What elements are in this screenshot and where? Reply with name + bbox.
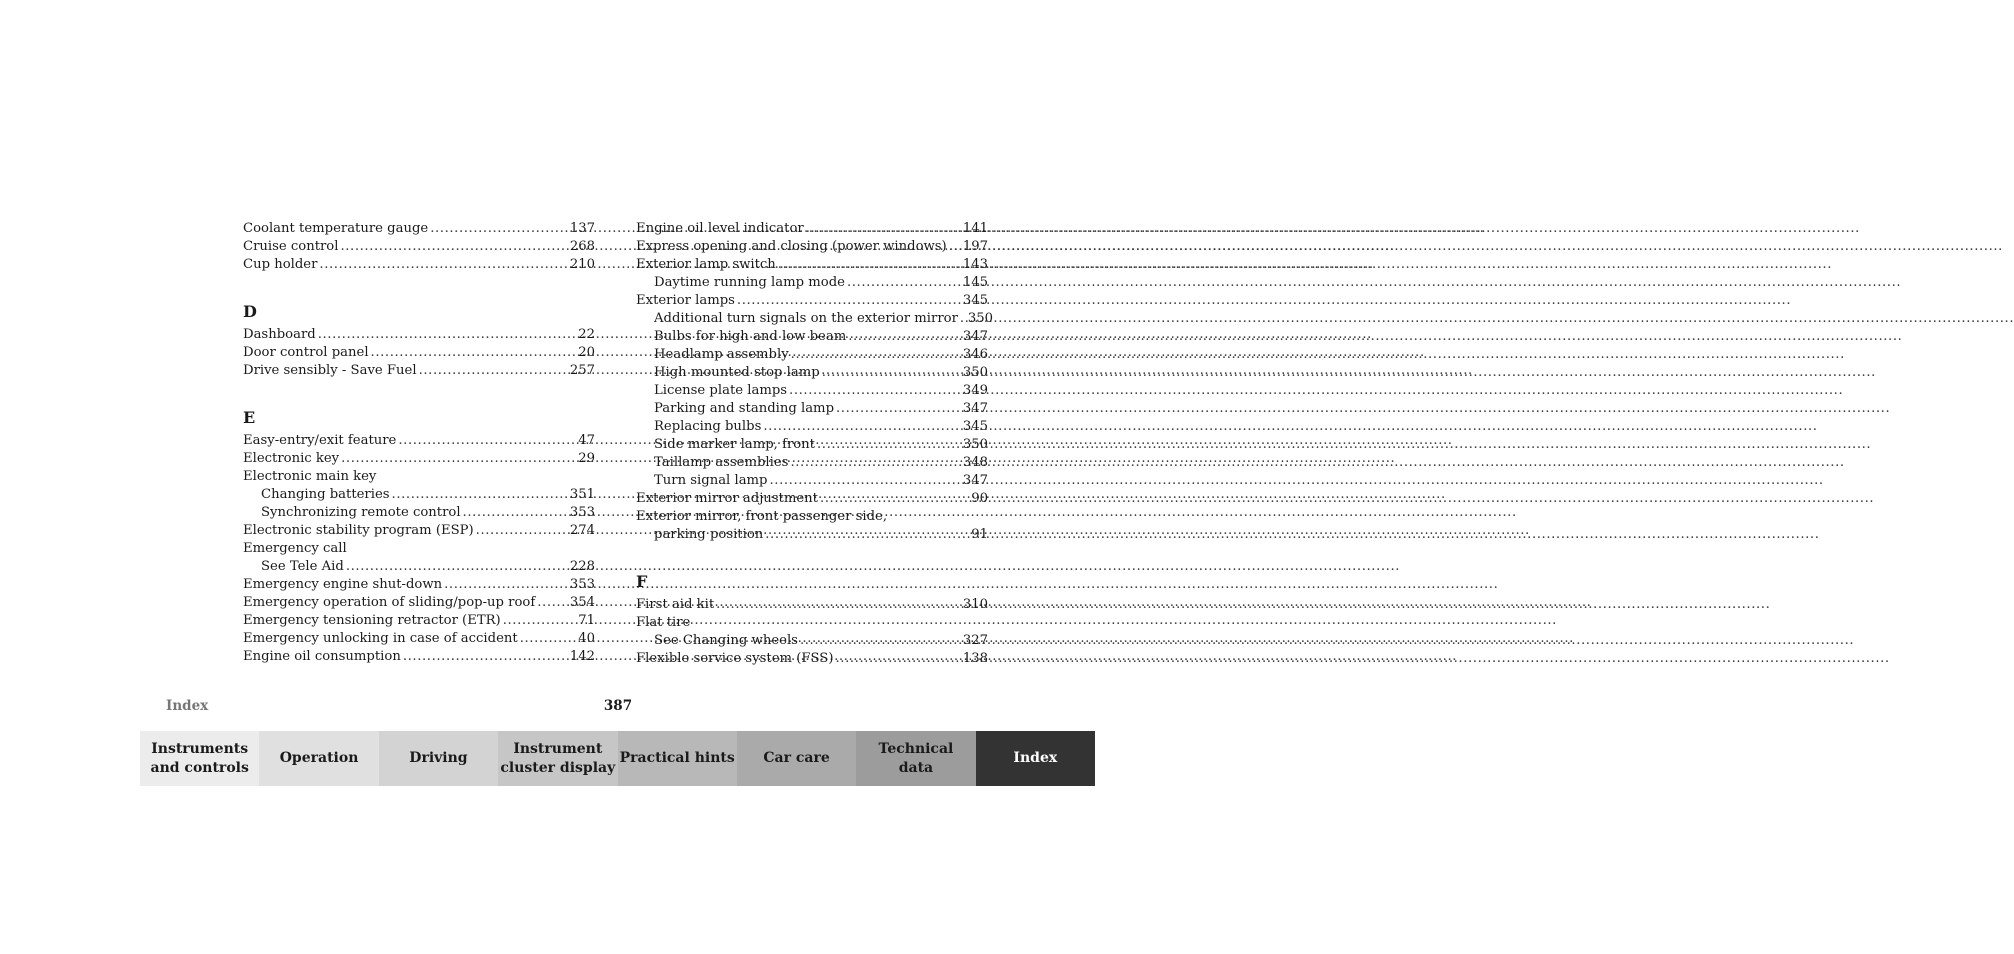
dot-leader bbox=[790, 454, 960, 472]
dot-leader bbox=[398, 432, 576, 450]
entry-page-number: 268 bbox=[569, 239, 595, 254]
dot-leader bbox=[770, 472, 961, 490]
entry-page-number: 274 bbox=[569, 523, 595, 538]
entry-label: Bulbs for high and low beam bbox=[654, 329, 847, 344]
dot-leader bbox=[822, 364, 961, 382]
tab-driving[interactable]: Driving bbox=[379, 731, 498, 786]
entry-label: Engine oil consumption bbox=[243, 649, 401, 664]
entry-label: Exterior mirror adjustment bbox=[636, 491, 818, 506]
dot-leader bbox=[716, 596, 961, 614]
index-entry bbox=[243, 450, 595, 468]
dot-leader bbox=[960, 310, 966, 328]
entry-page-number: 349 bbox=[962, 383, 988, 398]
tab-car-care[interactable]: Car care bbox=[737, 731, 856, 786]
index-subentry bbox=[636, 418, 988, 436]
dot-leader bbox=[503, 612, 577, 630]
index-entry bbox=[636, 596, 988, 614]
entry-label: Dashboard bbox=[243, 327, 316, 342]
index-entry bbox=[636, 238, 988, 256]
index-column-right bbox=[636, 220, 994, 668]
dot-leader bbox=[763, 418, 960, 436]
index-entry bbox=[243, 238, 595, 256]
index-heading: Electronic main key bbox=[243, 469, 377, 484]
index-subentry bbox=[636, 382, 988, 400]
index-subentry bbox=[243, 504, 595, 522]
index-column-left bbox=[243, 220, 595, 666]
entry-label: Changing batteries bbox=[261, 487, 390, 502]
entry-label: Emergency engine shut-down bbox=[243, 577, 443, 592]
dot-leader bbox=[419, 362, 568, 380]
index-entry bbox=[636, 490, 988, 508]
dot-leader bbox=[817, 436, 961, 454]
entry-label: Headlamp assembly bbox=[654, 347, 789, 362]
entry-label: Emergency operation of sliding/pop-up roof bbox=[243, 595, 536, 610]
entry-page-number: 348 bbox=[962, 455, 988, 470]
entry-label: See Changing wheels bbox=[654, 633, 798, 648]
entry-page-number: 29 bbox=[578, 451, 595, 466]
dot-leader bbox=[765, 526, 969, 544]
entry-label: Cruise control bbox=[243, 239, 339, 254]
index-entry bbox=[243, 220, 595, 238]
dot-leader bbox=[476, 522, 568, 540]
entry-page-number: 47 bbox=[578, 433, 595, 448]
index-subentry bbox=[636, 632, 988, 650]
index-entry bbox=[243, 326, 595, 344]
entry-page-number: 347 bbox=[962, 473, 988, 488]
entry-page-number: 142 bbox=[569, 649, 595, 664]
entry-page-number: 90 bbox=[971, 491, 988, 506]
index-entry bbox=[636, 220, 988, 238]
entry-page-number: 228 bbox=[569, 559, 595, 574]
dot-leader bbox=[318, 326, 577, 344]
entry-label: Daytime running lamp mode bbox=[654, 275, 845, 290]
dot-leader bbox=[835, 650, 960, 668]
entry-page-number: 351 bbox=[569, 487, 595, 502]
entry-page-number: 40 bbox=[578, 631, 595, 646]
tab-operation[interactable]: Operation bbox=[259, 731, 378, 786]
dot-leader bbox=[444, 576, 568, 594]
dot-leader bbox=[848, 328, 961, 346]
entry-page-number: 345 bbox=[962, 419, 988, 434]
entry-page-number: 20 bbox=[578, 345, 595, 360]
dot-leader bbox=[371, 344, 577, 362]
entry-label: Flexible service system (FSS) bbox=[636, 651, 834, 666]
footer-section-title: Index bbox=[166, 698, 209, 714]
index-entry bbox=[636, 650, 988, 668]
index-subentry bbox=[636, 346, 988, 364]
entry-page-number: 353 bbox=[569, 577, 595, 592]
dot-leader bbox=[392, 486, 568, 504]
tab-technical-data[interactable]: Technical data bbox=[856, 731, 975, 786]
entry-page-number: 350 bbox=[967, 311, 994, 326]
section-letter-f: F bbox=[636, 572, 648, 591]
entry-page-number: 353 bbox=[569, 505, 595, 520]
index-subentry bbox=[243, 486, 595, 504]
tab-index[interactable]: Index bbox=[976, 731, 1095, 786]
entry-label: Emergency unlocking in case of accident bbox=[243, 631, 518, 646]
entry-page-number: 145 bbox=[962, 275, 988, 290]
entry-label: Drive sensibly - Save Fuel bbox=[243, 363, 417, 378]
dot-leader bbox=[949, 238, 961, 256]
index-entry bbox=[636, 256, 988, 274]
tab-instruments-and-controls[interactable]: Instruments and controls bbox=[140, 731, 259, 786]
entry-label: Exterior lamps bbox=[636, 293, 735, 308]
dot-leader bbox=[346, 558, 568, 576]
entry-label: Door control panel bbox=[243, 345, 369, 360]
entry-page-number: 347 bbox=[962, 401, 988, 416]
index-entry bbox=[243, 576, 595, 594]
entry-label: Synchronizing remote control bbox=[261, 505, 461, 520]
entry-page-number: 347 bbox=[962, 329, 988, 344]
tab-instrument-cluster-display[interactable]: Instrument cluster display bbox=[498, 731, 617, 786]
index-subentry bbox=[636, 472, 988, 490]
entry-label: See Tele Aid bbox=[261, 559, 344, 574]
index-subentry bbox=[636, 310, 994, 328]
index-entry bbox=[243, 594, 595, 612]
entry-page-number: 91 bbox=[971, 527, 988, 542]
dot-leader bbox=[463, 504, 568, 522]
entry-label: Electronic key bbox=[243, 451, 340, 466]
entry-page-number: 310 bbox=[962, 597, 988, 612]
index-subentry bbox=[636, 436, 988, 454]
index-entry bbox=[243, 630, 595, 648]
entry-page-number: 350 bbox=[962, 437, 988, 452]
index-subentry bbox=[636, 364, 988, 382]
entry-page-number: 346 bbox=[962, 347, 988, 362]
dot-leader bbox=[340, 238, 567, 256]
index-entry bbox=[243, 648, 595, 666]
dot-leader bbox=[836, 400, 961, 418]
entry-page-number: 138 bbox=[962, 651, 988, 666]
index-entry bbox=[243, 256, 595, 274]
dot-leader bbox=[341, 450, 576, 468]
entry-label: Emergency tensioning retractor (ETR) bbox=[243, 613, 501, 628]
index-subentry bbox=[636, 526, 988, 544]
dot-leader bbox=[319, 256, 567, 274]
index-entry bbox=[243, 432, 595, 450]
dot-leader bbox=[791, 346, 961, 364]
entry-page-number: 197 bbox=[962, 239, 988, 254]
entry-label: High mounted stop lamp bbox=[654, 365, 820, 380]
entry-page-number: 71 bbox=[578, 613, 595, 628]
dot-leader bbox=[430, 220, 568, 238]
entry-label: Turn signal lamp bbox=[654, 473, 768, 488]
section-letter-d: D bbox=[243, 302, 257, 321]
dot-leader bbox=[520, 630, 577, 648]
index-subentry bbox=[636, 400, 988, 418]
entry-page-number: 141 bbox=[962, 221, 988, 236]
entry-label: parking position bbox=[654, 527, 764, 542]
chapter-navigation-bar bbox=[140, 731, 1095, 786]
entry-label: Parking and standing lamp bbox=[654, 401, 835, 416]
index-subentry bbox=[243, 558, 595, 576]
index-entry bbox=[243, 344, 595, 362]
index-heading: Emergency call bbox=[243, 541, 347, 556]
index-subentry bbox=[636, 274, 988, 292]
index-entry bbox=[243, 612, 595, 630]
entry-label: Taillamp assemblies bbox=[654, 455, 789, 470]
dot-leader bbox=[800, 632, 961, 650]
entry-page-number: 327 bbox=[962, 633, 988, 648]
entry-label: License plate lamps bbox=[654, 383, 788, 398]
entry-label: Replacing bulbs bbox=[654, 419, 762, 434]
index-entry bbox=[243, 522, 595, 540]
dot-leader bbox=[778, 256, 961, 274]
entry-label: Cup holder bbox=[243, 257, 318, 272]
entry-label: Coolant temperature gauge bbox=[243, 221, 429, 236]
index-subentry bbox=[636, 328, 988, 346]
dot-leader bbox=[806, 220, 961, 238]
tab-practical-hints[interactable]: Practical hints bbox=[618, 731, 737, 786]
dot-leader bbox=[737, 292, 961, 310]
dot-leader bbox=[820, 490, 969, 508]
entry-label: Easy-entry/exit feature bbox=[243, 433, 397, 448]
index-heading: Flat tire bbox=[636, 615, 691, 630]
entry-page-number: 257 bbox=[569, 363, 595, 378]
entry-label: Exterior lamp switch bbox=[636, 257, 776, 272]
entry-page-number: 143 bbox=[962, 257, 988, 272]
entry-page-number: 210 bbox=[569, 257, 595, 272]
index-subentry bbox=[636, 454, 988, 472]
index-entry bbox=[243, 362, 595, 380]
section-letter-e: E bbox=[243, 408, 256, 427]
dot-leader bbox=[403, 648, 568, 666]
entry-label: Express opening and closing (power windows) bbox=[636, 239, 947, 254]
index-entry bbox=[636, 292, 988, 310]
entry-label: Side marker lamp, front bbox=[654, 437, 815, 452]
entry-page-number: 350 bbox=[962, 365, 988, 380]
dot-leader bbox=[789, 382, 961, 400]
entry-label: Electronic stability program (ESP) bbox=[243, 523, 474, 538]
entry-page-number: 345 bbox=[962, 293, 988, 308]
entry-label: Engine oil level indicator bbox=[636, 221, 804, 236]
footer-page-number: 387 bbox=[603, 698, 633, 714]
entry-label: First aid kit bbox=[636, 597, 715, 612]
dot-leader bbox=[537, 594, 568, 612]
entry-page-number: 354 bbox=[569, 595, 595, 610]
entry-page-number: 137 bbox=[569, 221, 595, 236]
dot-leader bbox=[847, 274, 961, 292]
entry-label: Additional turn signals on the exterior mirror bbox=[654, 311, 958, 326]
entry-page-number: 22 bbox=[578, 327, 595, 342]
index-heading: Exterior mirror, front passenger side, bbox=[636, 509, 888, 524]
